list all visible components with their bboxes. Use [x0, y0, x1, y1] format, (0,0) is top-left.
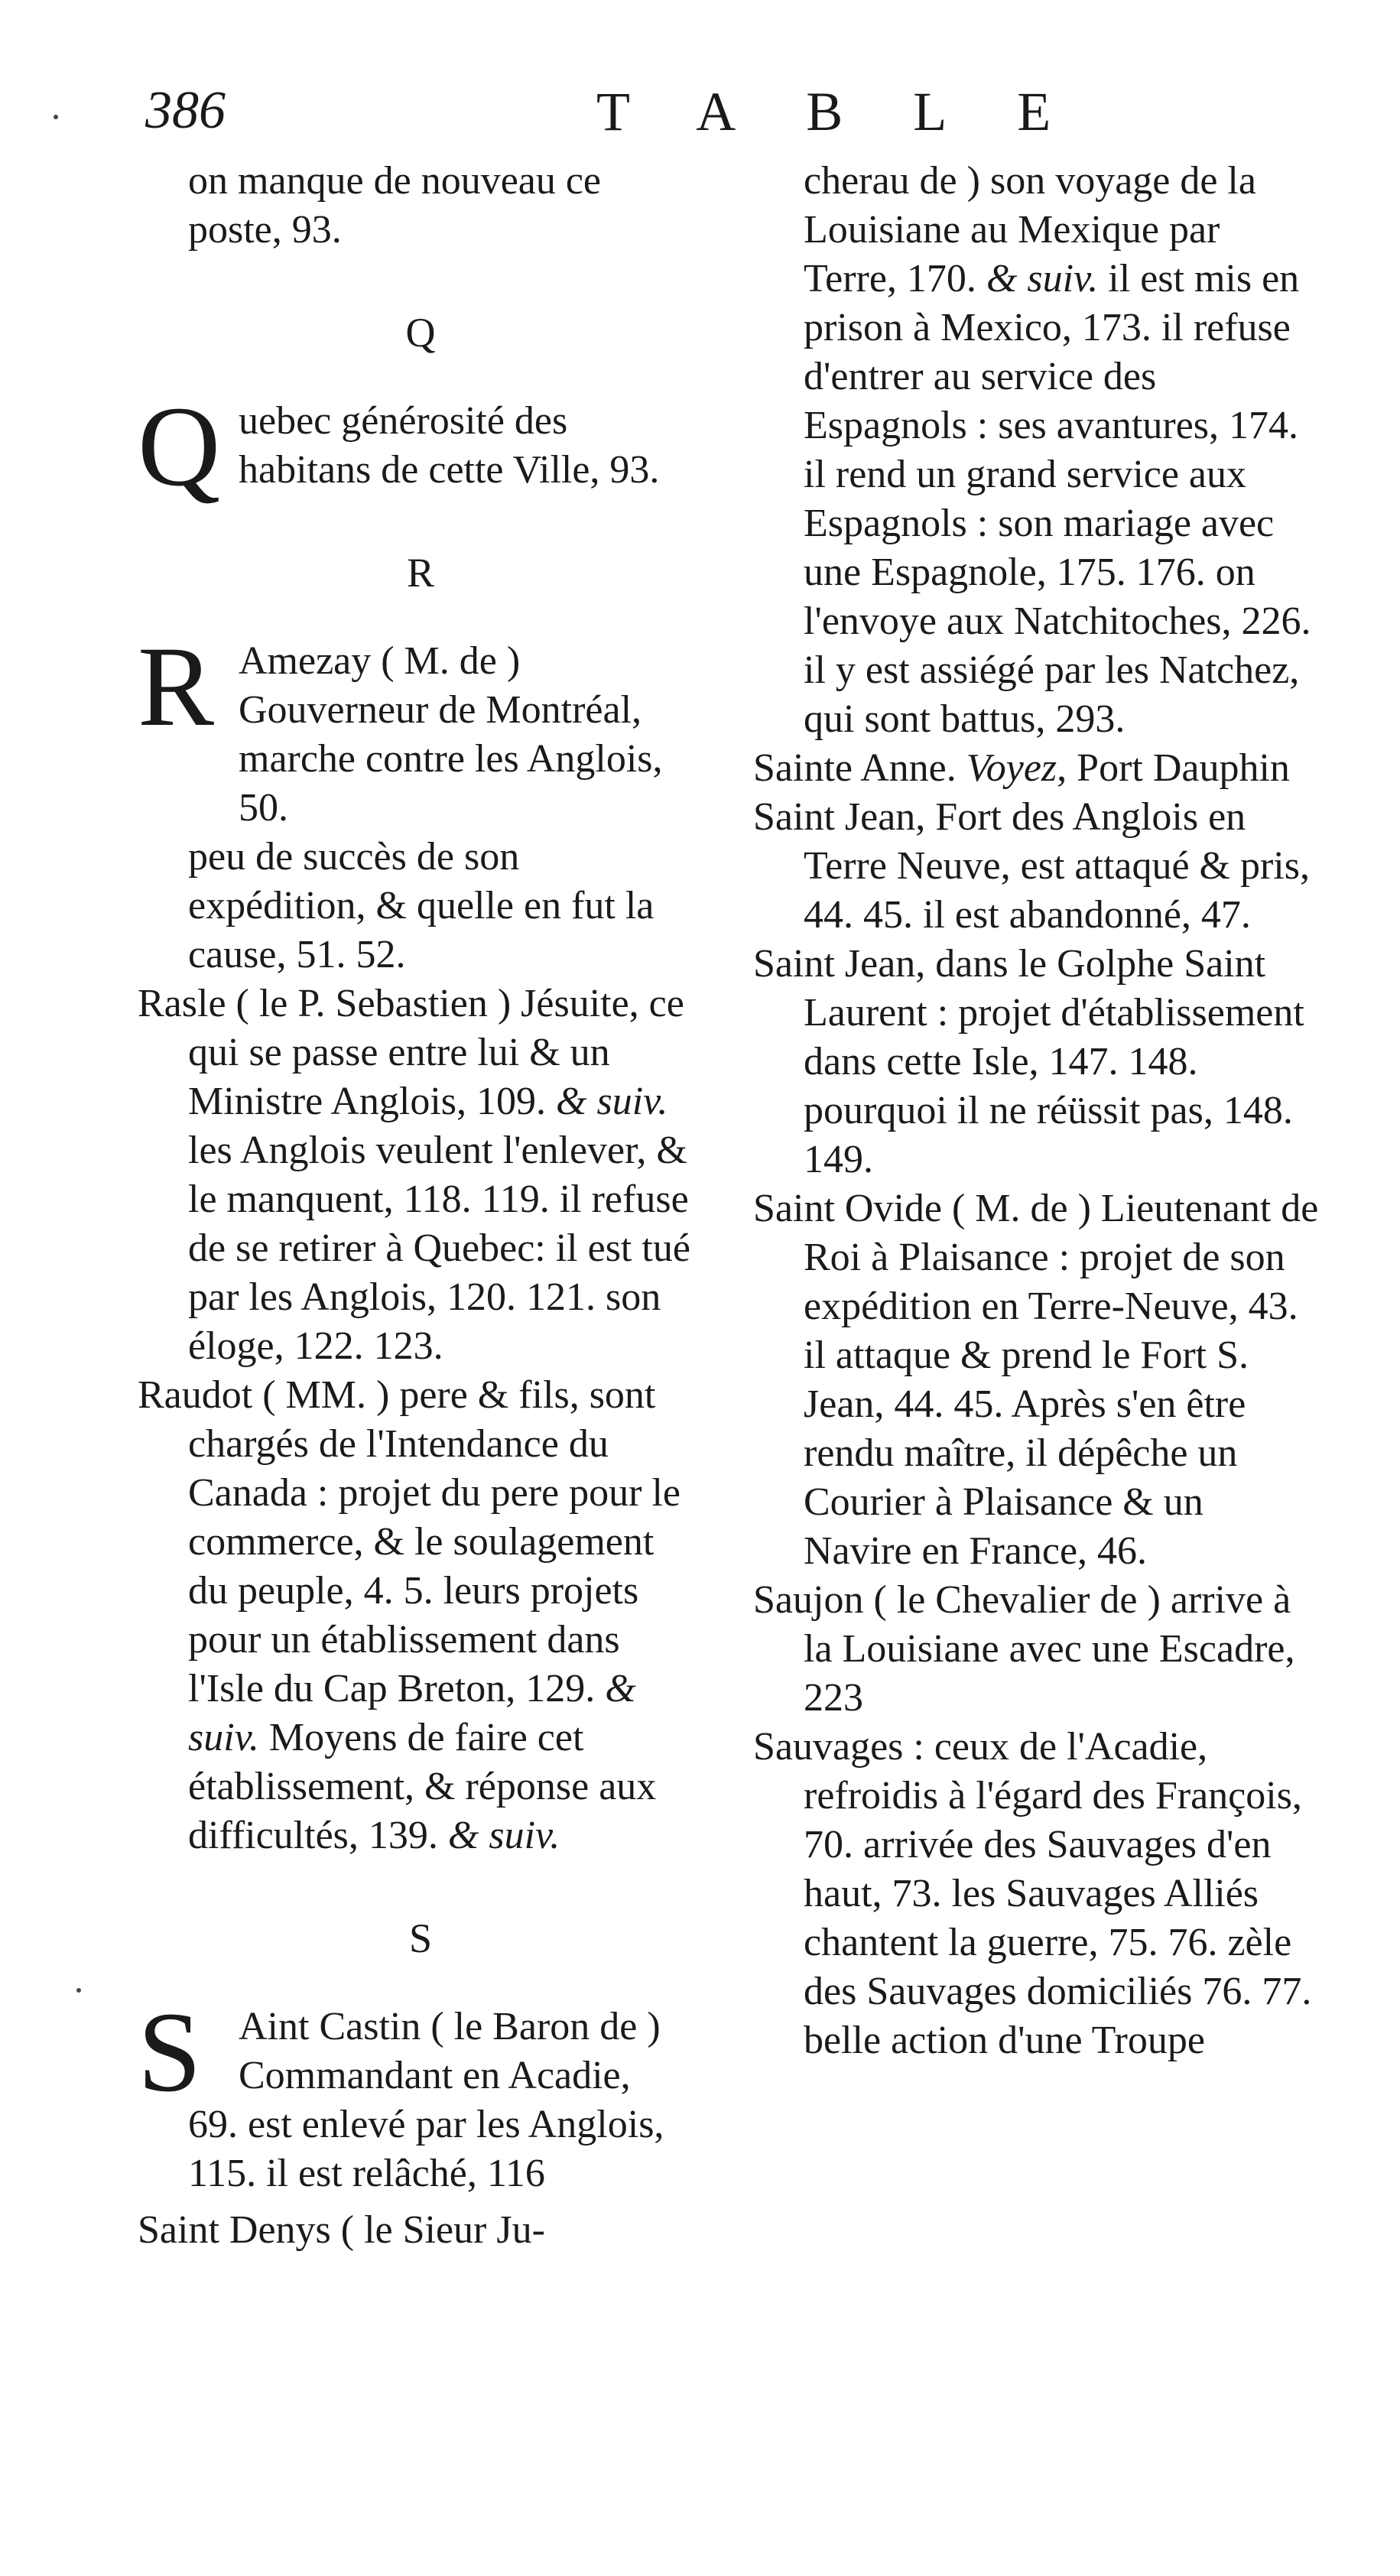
entry-text: Aint Castin ( le Baron de ) Commandant en Acadie, [239, 2005, 661, 2097]
entry-text: Moyens de faire cet établissement, & réponse aux difficultés, 139. [188, 1716, 657, 1857]
index-entry-sainte-anne [753, 744, 1319, 793]
index-entry-saint-jean-golphe: Saint Jean, dans le Golphe Saint Laurent : projet d'établissement dans cette Isle, 147. 148. pourquoi il ne réüssit pas, 148. 149. [753, 942, 1304, 1181]
entry-continuation: 69. est enlevé par les Anglois, 115. il est relâché, 116 [188, 2103, 664, 2195]
page-header [145, 80, 1338, 164]
index-entry-ramezay [138, 623, 703, 979]
index-entry-continuation [753, 157, 1319, 744]
page-number: 386 [145, 81, 226, 140]
index-entry-raudot [138, 1371, 703, 1860]
entry-text: Sainte Anne. [753, 746, 957, 790]
index-entry-saint-jean-terre-neuve: Saint Jean, Fort des Anglois en Terre Neuve, est attaqué & pris, 44. 45. il est abandonné, 47. [753, 795, 1310, 937]
left-column [138, 157, 703, 2255]
index-entry-saint-denys: Saint Denys ( le Sieur Ju- [138, 2208, 545, 2252]
index-entry-saint-ovide: Saint Ovide ( M. de ) Lieutenant de Roi à Plaisance : projet de son expédition en Terre-Neuve, 43. il attaque & prend le Fort S. Jean, 44. 45. Après s'en être rendu maître, il dépêche un Courier à Plaisance & un Navire en France, 46. [753, 1187, 1319, 1573]
entry-text: Raudot ( MM. ) pere & fils, sont chargés de l'Intendance du Canada : projet du pere pour le commerce, & le soulagement du peuple, 4. 5. leurs projets pour un établissement dans l'Isle du Cap Breton, 129. [138, 1373, 681, 1710]
cross-reference: Voyez [966, 746, 1057, 790]
index-entry-rasle [138, 979, 703, 1371]
right-column [753, 157, 1319, 2065]
et-suiv: & suiv. [556, 1080, 668, 1123]
entry-text: les Anglois veulent l'enlever, & le manquent, 118. 119. il refuse de se retirer à Quebec: il est tué par les Anglois, 120. 121. son éloge, 122. 123. [188, 1129, 690, 1368]
entry-continuation: peu de succès de son expédition, & quelle en fut la cause, 51. 52. [188, 835, 655, 976]
section-letter-s: S [408, 1915, 433, 1961]
entry-text: Rasle ( le P. Sebastien ) Jésuite, ce qui se passe entre lui & un Ministre Anglois, 109. [138, 982, 684, 1123]
drop-cap: S [138, 1989, 202, 2116]
index-entry-quebec [138, 383, 703, 510]
entry-text: uebec générosité des habitans de cette Ville, 93. [239, 399, 660, 492]
running-title: TABLE [596, 81, 1122, 142]
print-speck [76, 1988, 81, 1993]
print-speck [54, 115, 58, 119]
index-entry-sauvages: Sauvages : ceux de l'Acadie, refroidis à l'égard des François, 70. arrivée des Sauvages d'en haut, 73. les Sauvages Alliés chantent la guerre, 75. 76. zèle des Sauvages domiciliés 76. 77. belle action d'une Troupe [753, 1725, 1312, 2062]
drop-cap: Q [138, 383, 221, 510]
entry-text: , Port Dauphin [1057, 746, 1290, 790]
index-entry: on manque de nouveau ce poste, 93. [188, 159, 602, 252]
et-suiv: & suiv. [447, 1814, 560, 1857]
entry-text: il est mis en prison à Mexico, 173. il refuse d'entrer au service des Espagnols : ses avantures, 174. il rend un grand service aux Espagnols : son mariage avec une Espagnole, 175. 176. on l'envoye aux Natchitoches, 226. il y est assiégé par les Natchez, qui sont battus, 293. [804, 257, 1311, 741]
section-letter-r: R [406, 550, 435, 596]
index-entry-saint-castin [138, 1989, 703, 2198]
entry-text: Amezay ( M. de ) Gouverneur de Montréal, marche contre les Anglois, 50. [239, 639, 663, 830]
index-entry-saujon: Saujon ( le Chevalier de ) arrive à la Louisiane avec une Escadre, 223 [753, 1578, 1295, 1720]
entry-text: cherau de ) son voyage de la Louisiane au Mexique par Terre, 170. [804, 159, 1256, 300]
et-suiv: & suiv. [188, 1667, 636, 1759]
section-letter-q: Q [405, 310, 436, 356]
et-suiv: & suiv. [986, 257, 1099, 300]
drop-cap: R [138, 623, 215, 750]
